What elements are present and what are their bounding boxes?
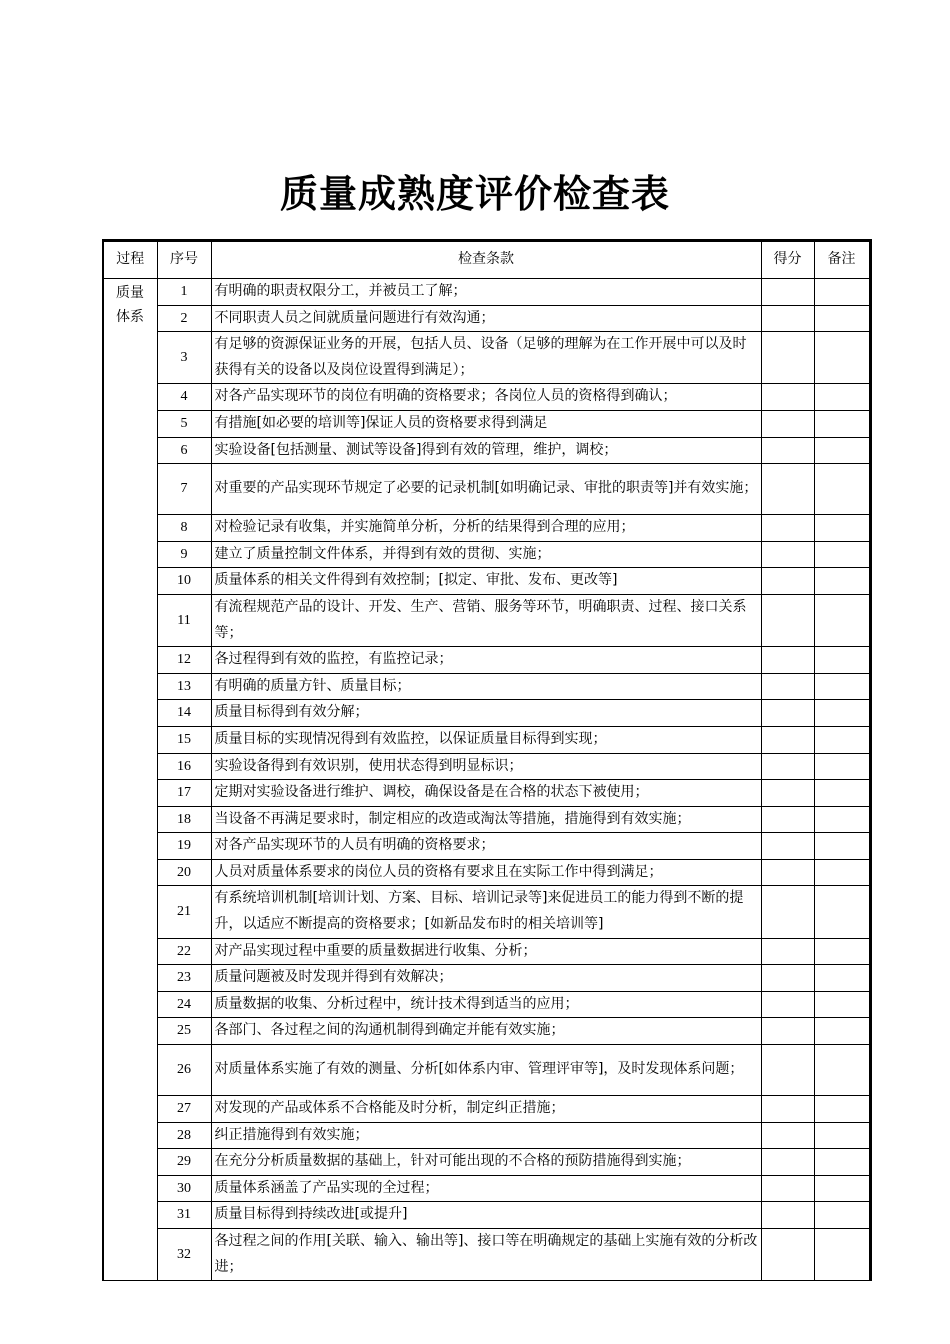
- score-cell[interactable]: [761, 673, 814, 700]
- remark-cell[interactable]: [814, 965, 870, 992]
- check-item-text: 对质量体系实施了有效的测量、分析[如体系内审、管理评审等]，及时发现体系问题；: [211, 1045, 761, 1096]
- score-cell[interactable]: [761, 568, 814, 595]
- score-cell[interactable]: [761, 700, 814, 727]
- table-row: [103, 1018, 870, 1045]
- table-row: [103, 647, 870, 674]
- table-row: [103, 1096, 870, 1123]
- score-cell[interactable]: [761, 726, 814, 753]
- check-item-text: 质量目标得到有效分解；: [211, 700, 761, 727]
- table-row: [103, 753, 870, 780]
- remark-cell[interactable]: [814, 833, 870, 860]
- header-score: 得分: [761, 241, 814, 279]
- table-row: [103, 1229, 870, 1281]
- check-item-text: 不同职责人员之间就质量问题进行有效沟通；: [211, 305, 761, 332]
- check-item-text: 有系统培训机制[培训计划、方案、目标、培训记录等]来促进员工的能力得到不断的提升，以适应不断提高的资格要求；[如新品发布时的相关培训等]: [211, 886, 761, 938]
- row-number: 18: [157, 806, 211, 833]
- remark-cell[interactable]: [814, 437, 870, 464]
- check-item-text: 有措施[如必要的培训等]保证人员的资格要求得到满足: [211, 410, 761, 437]
- table-row: [103, 886, 870, 938]
- remark-cell[interactable]: [814, 1229, 870, 1281]
- score-cell[interactable]: [761, 305, 814, 332]
- row-number: 25: [157, 1018, 211, 1045]
- score-cell[interactable]: [761, 1229, 814, 1281]
- remark-cell[interactable]: [814, 515, 870, 542]
- score-cell[interactable]: [761, 437, 814, 464]
- check-item-text: 纠正措施得到有效实施；: [211, 1122, 761, 1149]
- row-number: 19: [157, 833, 211, 860]
- check-item-text: 各过程得到有效的监控，有监控记录；: [211, 647, 761, 674]
- score-cell[interactable]: [761, 279, 814, 306]
- check-item-text: 质量目标的实现情况得到有效监控，以保证质量目标得到实现；: [211, 726, 761, 753]
- check-item-text: 人员对质量体系要求的岗位人员的资格有要求且在实际工作中得到满足；: [211, 859, 761, 886]
- check-item-text: 有明确的质量方针、质量目标；: [211, 673, 761, 700]
- row-number: 32: [157, 1229, 211, 1281]
- row-number: 9: [157, 541, 211, 568]
- table-row: [103, 1122, 870, 1149]
- header-process: 过程: [103, 241, 157, 279]
- row-number: 16: [157, 753, 211, 780]
- score-cell[interactable]: [761, 410, 814, 437]
- remark-cell[interactable]: [814, 1122, 870, 1149]
- score-cell[interactable]: [761, 1202, 814, 1229]
- row-number: 11: [157, 594, 211, 646]
- header-seq: 序号: [157, 241, 211, 279]
- check-item-text: 对各产品实现环节的人员有明确的资格要求；: [211, 833, 761, 860]
- header-remark: 备注: [814, 241, 870, 279]
- remark-cell[interactable]: [814, 1096, 870, 1123]
- remark-cell[interactable]: [814, 1149, 870, 1176]
- table-row: [103, 673, 870, 700]
- row-number: 23: [157, 965, 211, 992]
- remark-cell[interactable]: [814, 594, 870, 646]
- table-row: [103, 726, 870, 753]
- row-number: 1: [157, 279, 211, 306]
- remark-cell[interactable]: [814, 938, 870, 965]
- check-item-text: 建立了质量控制文件体系，并得到有效的贯彻、实施；: [211, 541, 761, 568]
- check-item-text: 实验设备得到有效识别，使用状态得到明显标识；: [211, 753, 761, 780]
- score-cell[interactable]: [761, 780, 814, 807]
- remark-cell[interactable]: [814, 541, 870, 568]
- remark-cell[interactable]: [814, 332, 870, 384]
- table-row: [103, 515, 870, 542]
- check-item-text: 有流程规范产品的设计、开发、生产、营销、服务等环节，明确职责、过程、接口关系等；: [211, 594, 761, 646]
- row-number: 12: [157, 647, 211, 674]
- remark-cell[interactable]: [814, 568, 870, 595]
- table-row: [103, 305, 870, 332]
- table-header-row: [103, 241, 870, 279]
- table-row: [103, 541, 870, 568]
- remark-cell[interactable]: [814, 305, 870, 332]
- check-item-text: 质量目标得到持续改进[或提升]: [211, 1202, 761, 1229]
- row-number: 2: [157, 305, 211, 332]
- row-number: 30: [157, 1175, 211, 1202]
- row-number: 7: [157, 464, 211, 515]
- table-row: [103, 1175, 870, 1202]
- row-number: 4: [157, 384, 211, 411]
- remark-cell[interactable]: [814, 384, 870, 411]
- row-number: 27: [157, 1096, 211, 1123]
- score-cell[interactable]: [761, 991, 814, 1018]
- score-cell[interactable]: [761, 332, 814, 384]
- score-cell[interactable]: [761, 753, 814, 780]
- table-row: [103, 332, 870, 384]
- row-number: 13: [157, 673, 211, 700]
- header-item: 检查条款: [211, 241, 761, 279]
- check-item-text: 在充分分析质量数据的基础上，针对可能出现的不合格的预防措施得到实施；: [211, 1149, 761, 1176]
- page-title: 质量成熟度评价检查表: [279, 172, 670, 216]
- row-number: 14: [157, 700, 211, 727]
- score-cell[interactable]: [761, 938, 814, 965]
- table-row: [103, 1202, 870, 1229]
- table-row: [103, 780, 870, 807]
- remark-cell[interactable]: [814, 780, 870, 807]
- remark-cell[interactable]: [814, 700, 870, 727]
- table-row: [103, 464, 870, 515]
- table-row: [103, 279, 870, 306]
- score-cell[interactable]: [761, 594, 814, 646]
- table-row: [103, 991, 870, 1018]
- check-item-text: 各部门、各过程之间的沟通机制得到确定并能有效实施；: [211, 1018, 761, 1045]
- score-cell[interactable]: [761, 859, 814, 886]
- check-item-text: 实验设备[包括测量、测试等设备]得到有效的管理，维护，调校；: [211, 437, 761, 464]
- score-cell[interactable]: [761, 833, 814, 860]
- score-cell[interactable]: [761, 1018, 814, 1045]
- row-number: 8: [157, 515, 211, 542]
- score-cell[interactable]: [761, 1122, 814, 1149]
- score-cell[interactable]: [761, 886, 814, 938]
- check-item-text: 对重要的产品实现环节规定了必要的记录机制[如明确记录、审批的职责等]并有效实施；: [211, 464, 761, 515]
- remark-cell[interactable]: [814, 464, 870, 515]
- score-cell[interactable]: [761, 541, 814, 568]
- row-number: 26: [157, 1045, 211, 1096]
- table-row: [103, 938, 870, 965]
- row-number: 21: [157, 886, 211, 938]
- score-cell[interactable]: [761, 965, 814, 992]
- remark-cell[interactable]: [814, 1175, 870, 1202]
- remark-cell[interactable]: [814, 1018, 870, 1045]
- score-cell[interactable]: [761, 1045, 814, 1096]
- remark-cell[interactable]: [814, 886, 870, 938]
- table-row: [103, 1149, 870, 1176]
- process-cell: 质量 体系: [103, 279, 157, 1281]
- remark-cell[interactable]: [814, 1202, 870, 1229]
- table-row: [103, 568, 870, 595]
- table-row: [103, 384, 870, 411]
- remark-cell[interactable]: [814, 647, 870, 674]
- check-item-text: 质量问题被及时发现并得到有效解决；: [211, 965, 761, 992]
- row-number: 28: [157, 1122, 211, 1149]
- check-item-text: 对检验记录有收集，并实施简单分析，分析的结果得到合理的应用；: [211, 515, 761, 542]
- check-item-text: 质量体系涵盖了产品实现的全过程；: [211, 1175, 761, 1202]
- table-row: [103, 594, 870, 646]
- table-row: [103, 437, 870, 464]
- row-number: 10: [157, 568, 211, 595]
- check-item-text: 有足够的资源保证业务的开展，包括人员、设备（足够的理解为在工作开展中可以及时获得有关的设备以及岗位设置得到满足）；: [211, 332, 761, 384]
- check-item-text: 定期对实验设备进行维护、调校，确保设备是在合格的状态下被使用；: [211, 780, 761, 807]
- remark-cell[interactable]: [814, 1045, 870, 1096]
- table-row: [103, 806, 870, 833]
- remark-cell[interactable]: [814, 753, 870, 780]
- row-number: 15: [157, 726, 211, 753]
- table-row: [103, 859, 870, 886]
- remark-cell[interactable]: [814, 859, 870, 886]
- row-number: 22: [157, 938, 211, 965]
- check-item-text: 各过程之间的作用[关联、输入、输出等]、接口等在明确规定的基础上实施有效的分析改进；: [211, 1229, 761, 1281]
- table-row: [103, 410, 870, 437]
- check-item-text: 质量数据的收集、分析过程中，统计技术得到适当的应用；: [211, 991, 761, 1018]
- check-item-text: 当设备不再满足要求时，制定相应的改造或淘汰等措施，措施得到有效实施；: [211, 806, 761, 833]
- score-cell[interactable]: [761, 384, 814, 411]
- score-cell[interactable]: [761, 647, 814, 674]
- remark-cell[interactable]: [814, 806, 870, 833]
- check-item-text: 质量体系的相关文件得到有效控制；[拟定、审批、发布、更改等]: [211, 568, 761, 595]
- row-number: 5: [157, 410, 211, 437]
- score-cell[interactable]: [761, 1096, 814, 1123]
- score-cell[interactable]: [761, 515, 814, 542]
- check-item-text: 对发现的产品或体系不合格能及时分析，制定纠正措施；: [211, 1096, 761, 1123]
- check-item-text: 对产品实现过程中重要的质量数据进行收集、分析；: [211, 938, 761, 965]
- remark-cell[interactable]: [814, 673, 870, 700]
- row-number: 29: [157, 1149, 211, 1176]
- remark-cell[interactable]: [814, 726, 870, 753]
- score-cell[interactable]: [761, 1175, 814, 1202]
- row-number: 17: [157, 780, 211, 807]
- row-number: 24: [157, 991, 211, 1018]
- check-item-text: 有明确的职责权限分工，并被员工了解；: [211, 279, 761, 306]
- table-row: [103, 700, 870, 727]
- row-number: 20: [157, 859, 211, 886]
- table-row: [103, 833, 870, 860]
- table-row: [103, 965, 870, 992]
- checklist-table: [102, 239, 872, 1281]
- row-number: 3: [157, 332, 211, 384]
- score-cell[interactable]: [761, 1149, 814, 1176]
- score-cell[interactable]: [761, 464, 814, 515]
- remark-cell[interactable]: [814, 410, 870, 437]
- remark-cell[interactable]: [814, 279, 870, 306]
- score-cell[interactable]: [761, 806, 814, 833]
- table-row: [103, 1045, 870, 1096]
- row-number: 31: [157, 1202, 211, 1229]
- check-item-text: 对各产品实现环节的岗位有明确的资格要求；各岗位人员的资格得到确认；: [211, 384, 761, 411]
- remark-cell[interactable]: [814, 991, 870, 1018]
- row-number: 6: [157, 437, 211, 464]
